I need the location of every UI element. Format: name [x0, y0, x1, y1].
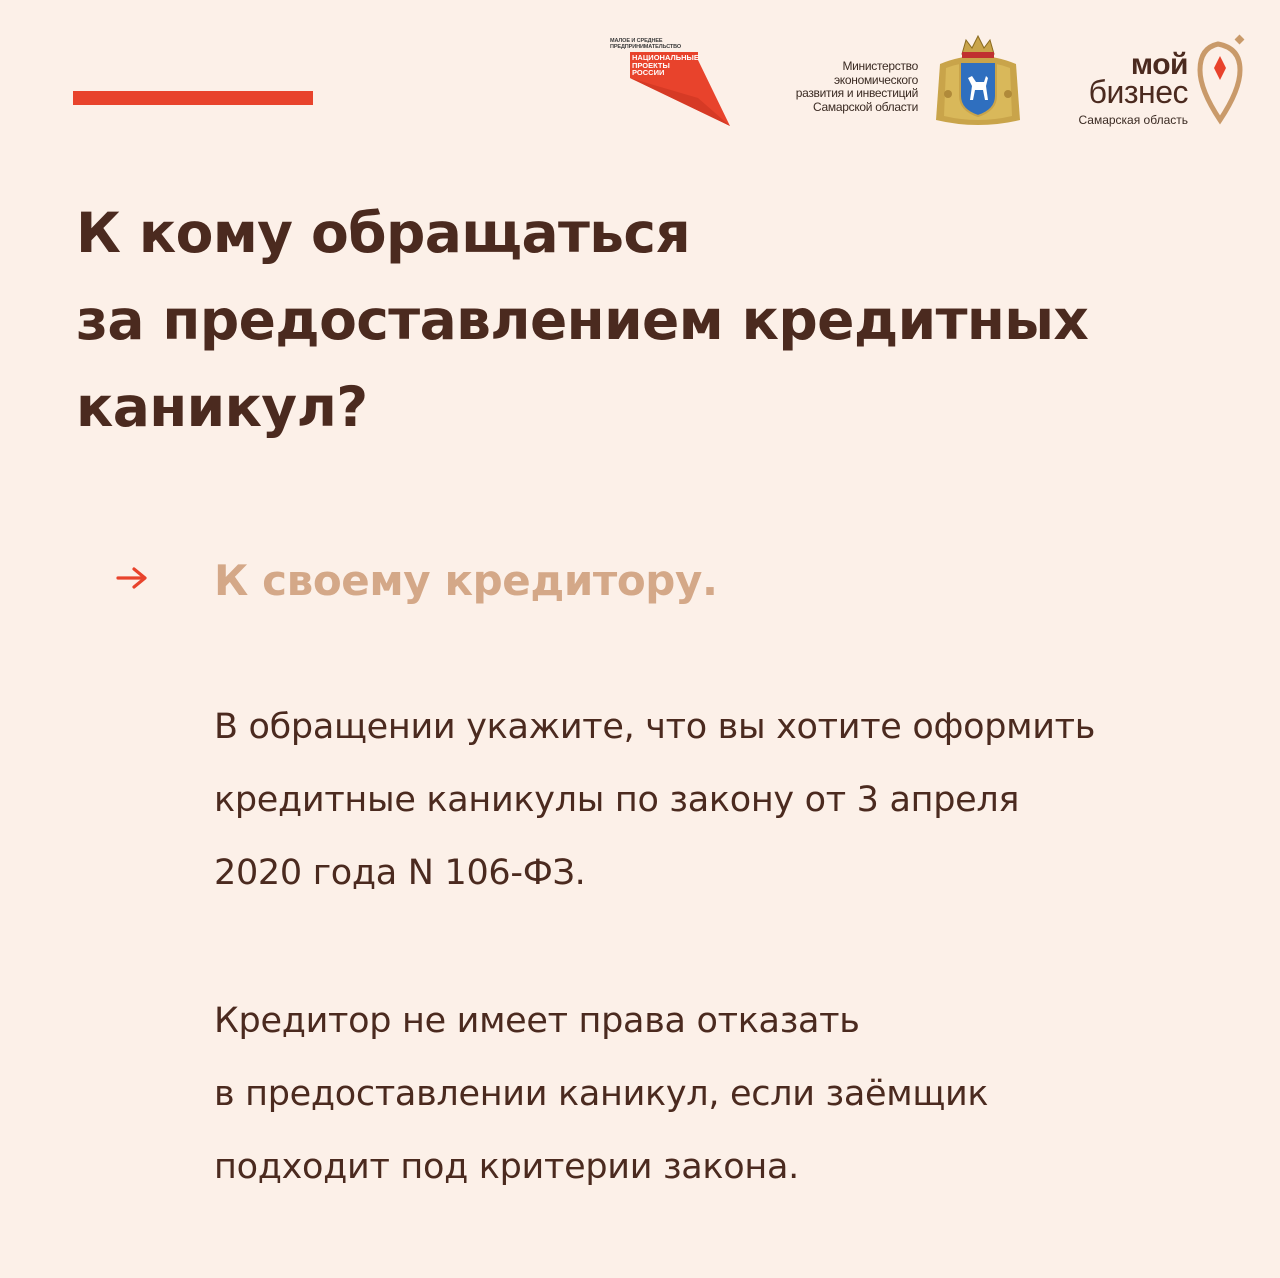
ministry-line-4: Самарской области [813, 99, 918, 114]
accent-bar [73, 91, 313, 105]
my-business-region: Самарская область [1078, 113, 1188, 127]
ministry-name [796, 60, 918, 114]
ministry-line-1: Министерство [842, 59, 918, 73]
my-business-word-2: бизнес [1088, 74, 1188, 110]
ministry-line-3: развития и инвестиций [795, 86, 918, 100]
page-title: К кому обращаться за предоставлением кредитных каникул? [76, 201, 1089, 439]
national-projects-text: НАЦИОНАЛЬНЫЕ ПРОЕКТЫ РОССИИ [632, 53, 699, 77]
national-projects-logo [610, 38, 734, 128]
ministry-line-2: экономического [833, 72, 918, 87]
paragraph-refusal: Кредитор не имеет права отказать в предоставлении каникул, если заёмщик подходит под критерии закона. [214, 1001, 989, 1187]
subtitle: К своему кредитору. [214, 556, 718, 605]
my-business-logo-text [1078, 48, 1188, 128]
national-projects-shape [610, 38, 734, 128]
paragraph-application: В обращении укажите, что вы хотите оформить кредитные каникулы по закону от 3 апреля 2020 года N 106-ФЗ. [214, 707, 1096, 893]
national-projects-top-text: МАЛОЕ И СРЕДНЕЕ ПРЕДПРИНИМАТЕЛЬСТВО [610, 38, 682, 50]
my-business-word-1: мой [1130, 48, 1188, 81]
arrow-right-icon [115, 565, 149, 591]
samara-coat-of-arms-icon [932, 34, 1024, 130]
location-pin-icon [1196, 34, 1254, 128]
